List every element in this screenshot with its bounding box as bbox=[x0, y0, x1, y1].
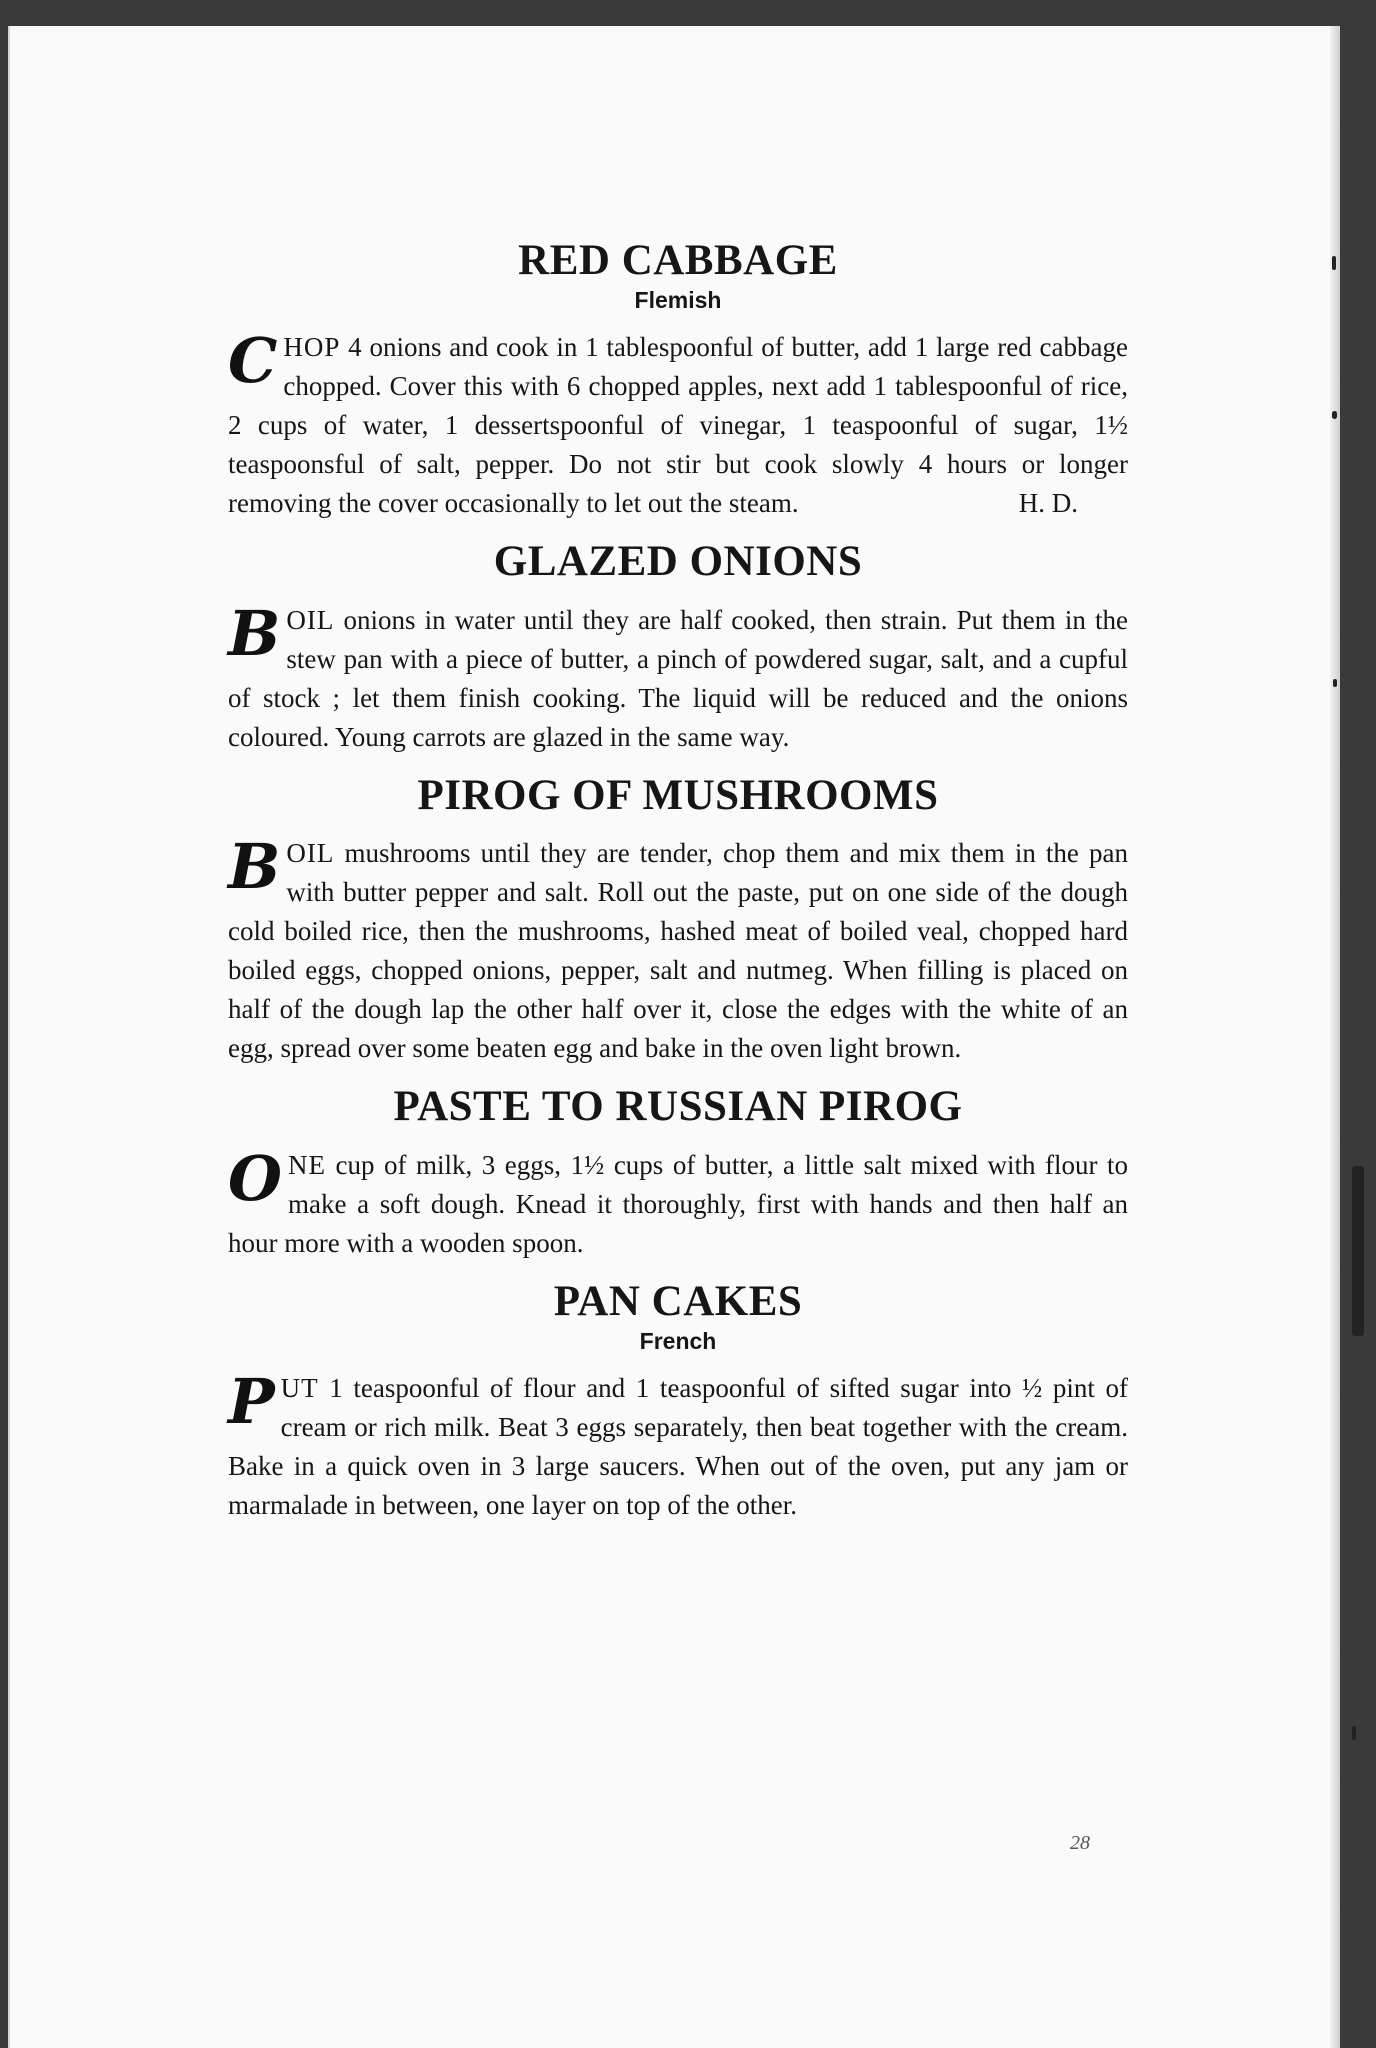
recipe-subtitle: French bbox=[639, 1328, 717, 1355]
page-edge bbox=[1330, 26, 1340, 2048]
recipe-text: 4 onions and cook in 1 tablespoonful of butter, add 1 large red cabbage chopped. Cover this with 6 chopped apples, next add 1 tablespoonful of rice, 2 cups of water, 1 dessertspoonful of vinegar, 1 teaspoonful of sugar, 1½ teaspoonsful of salt, pepper. Do not stir but cook slowly 4 hours or longer removing the cover occasionally to let out the steam. bbox=[228, 332, 1128, 519]
drop-cap: P bbox=[228, 1365, 275, 1439]
recipe-body bbox=[228, 596, 1128, 757]
recipe-title: GLAZED ONIONS bbox=[493, 538, 863, 586]
binding-mark bbox=[1332, 411, 1337, 419]
drop-cap: B bbox=[228, 596, 281, 670]
recipe-subtitle: Flemish bbox=[634, 287, 722, 314]
drop-cap: O bbox=[228, 1141, 283, 1215]
lead-word: UT bbox=[280, 1373, 319, 1404]
book-page bbox=[8, 26, 1340, 2048]
binding-mark bbox=[1333, 679, 1337, 687]
recipe-title: RED CABBAGE bbox=[518, 237, 838, 284]
lead-word: OIL bbox=[286, 838, 335, 869]
recipe-body bbox=[228, 830, 1128, 1068]
recipe-body bbox=[228, 324, 1128, 523]
drop-cap: C bbox=[228, 324, 278, 398]
recipe-paste-to-russian-pirog bbox=[228, 1082, 1128, 1262]
binding-mark bbox=[1352, 1726, 1356, 1740]
lead-word: NE bbox=[288, 1149, 327, 1180]
binding-mark bbox=[1352, 1166, 1364, 1336]
recipe-text: cup of milk, 3 eggs, 1½ cups of butter, a little salt mixed with flour to make a soft dough. Knead it thoroughly, first with hands and then half an hour more with a wooden spoon. bbox=[228, 1149, 1128, 1258]
recipe-pan-cakes bbox=[228, 1277, 1128, 1525]
recipe-body bbox=[228, 1365, 1128, 1525]
recipe-text: mushrooms until they are tender, chop them and mix them in the pan with butter pepper and salt. Roll out the paste, put on one side of the dough cold boiled rice, then the mushrooms, hashed meat of boiled veal, chopped hard boiled eggs, chopped onions, pepper, salt and nutmeg. When filling is placed on half of the dough lap the other half over it, close the edges with the white of an egg, spread over some beaten egg and bake in the oven light brown. bbox=[228, 838, 1128, 1064]
recipe-red-cabbage bbox=[228, 236, 1128, 523]
recipe-glazed-onions bbox=[228, 537, 1128, 756]
recipe-body bbox=[228, 1141, 1128, 1263]
recipe-title: PASTE TO RUSSIAN PIROG bbox=[393, 1083, 963, 1131]
lead-word: OIL bbox=[286, 604, 335, 635]
recipe-list bbox=[228, 236, 1128, 1539]
recipe-title: PAN CAKES bbox=[553, 1277, 803, 1325]
recipe-title: PIROG OF MUSHROOMS bbox=[417, 771, 939, 819]
lead-word: HOP bbox=[283, 332, 341, 363]
binding-mark bbox=[1332, 256, 1336, 270]
recipe-pirog-of-mushrooms bbox=[228, 771, 1128, 1068]
drop-cap: B bbox=[228, 830, 281, 904]
recipe-text: onions in water until they are half cooked, then strain. Put them in the stew pan with a piece of butter, a pinch of powdered sugar, salt, and a cupful of stock ; let them finish cooking. The liquid will be reduced and the onions coloured. Young carrots are glazed in the same way. bbox=[228, 604, 1128, 752]
page-number: 28 bbox=[1070, 1832, 1090, 1854]
recipe-signature: H. D. bbox=[1018, 488, 1078, 519]
recipe-text: 1 teaspoonful of flour and 1 teaspoonful of sifted sugar into ½ pint of cream or rich milk. Beat 3 eggs separately, then beat together with the cream. Bake in a quick oven in 3 large saucers. When out of the oven, put any jam or marmalade in between, one layer on top of the other. bbox=[228, 1373, 1128, 1521]
